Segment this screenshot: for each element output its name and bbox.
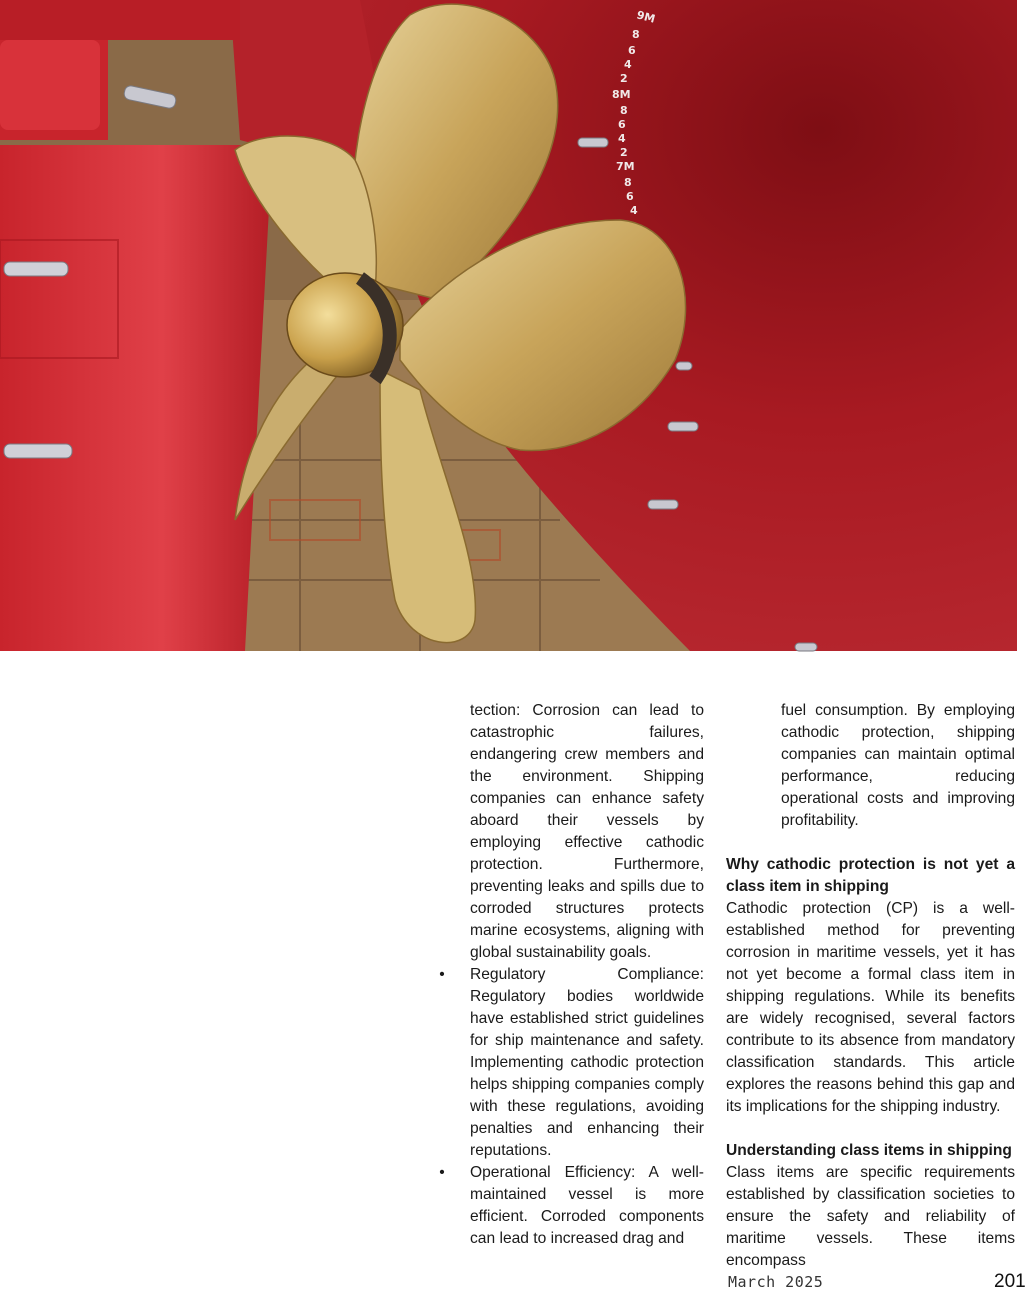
bullet-icon: •: [439, 1164, 445, 1181]
svg-text:4: 4: [630, 204, 638, 217]
section-body: Cathodic protection (CP) is a well-established method for preventing corrosion in maritime vessels, yet it has not yet become a formal class item in shipping regulations. While its benefits are widely recognised, several factors contribute to its absence from mandatory classification standards. This article explores the reasons behind this gap and its implications for the shipping industry.: [726, 900, 1015, 1115]
rudder-anode-1: [4, 262, 68, 276]
hero-photo: [0, 0, 1017, 651]
footer-date: March 2025: [728, 1273, 824, 1291]
svg-text:8: 8: [632, 28, 640, 41]
bullet-item: [439, 1162, 704, 1250]
paragraph-continuation: tection: Corrosion can lead to catastrophic failures, endangering crew members and the environment. Shipping companies can enhance safety aboard their vessels by employing effective cathodic protection. Furthermore, preventing leaks and spills due to corroded structures protects marine ecosystems, aligning with global sustainability goals.: [470, 702, 704, 961]
bullet-text: Regulatory Compliance: Regulatory bodies worldwide have established strict guidelines for ship maintenance and safety. Implementing cathodic protection helps shipping companies comply with these regulations, avoiding penalties and enhancing their reputations.: [470, 966, 704, 1159]
svg-text:8M: 8M: [612, 88, 631, 101]
bullet-item: [439, 964, 704, 1162]
svg-text:6: 6: [628, 44, 636, 57]
svg-text:8: 8: [624, 176, 632, 189]
svg-text:6: 6: [618, 118, 626, 131]
svg-text:8: 8: [620, 104, 628, 117]
svg-text:2: 2: [620, 72, 628, 85]
svg-text:9M: 9M: [635, 8, 657, 26]
section-heading: Understanding class items in shipping: [726, 1142, 1012, 1159]
bullet-icon: •: [439, 966, 445, 983]
text-column-right: [726, 700, 1015, 1272]
svg-text:2: 2: [620, 146, 628, 159]
svg-text:7M: 7M: [616, 160, 635, 173]
rudder-anode-2: [4, 444, 72, 458]
svg-text:4: 4: [624, 58, 632, 71]
page-number: 201: [994, 1271, 1026, 1292]
svg-text:6: 6: [626, 190, 634, 203]
bullet-text: Operational Efficiency: A well-maintained vessel is more efficient. Corroded components can lead to increased drag and: [470, 1164, 704, 1247]
bullet-continuation: fuel consumption. By employing cathodic protection, shipping companies can maintain optimal performance, reducing operational costs and improving profitability.: [781, 702, 1015, 829]
propeller-illustration: [0, 0, 1017, 651]
section-body: Class items are specific requirements established by classification societies to ensure the safety and reliability of maritime vessels. These items encompass: [726, 1164, 1015, 1269]
rudder-blade: [0, 145, 270, 651]
section-heading: Why cathodic protection is not yet a class item in shipping: [726, 856, 1015, 895]
text-column-left: [439, 700, 704, 1250]
svg-text:4: 4: [618, 132, 626, 145]
